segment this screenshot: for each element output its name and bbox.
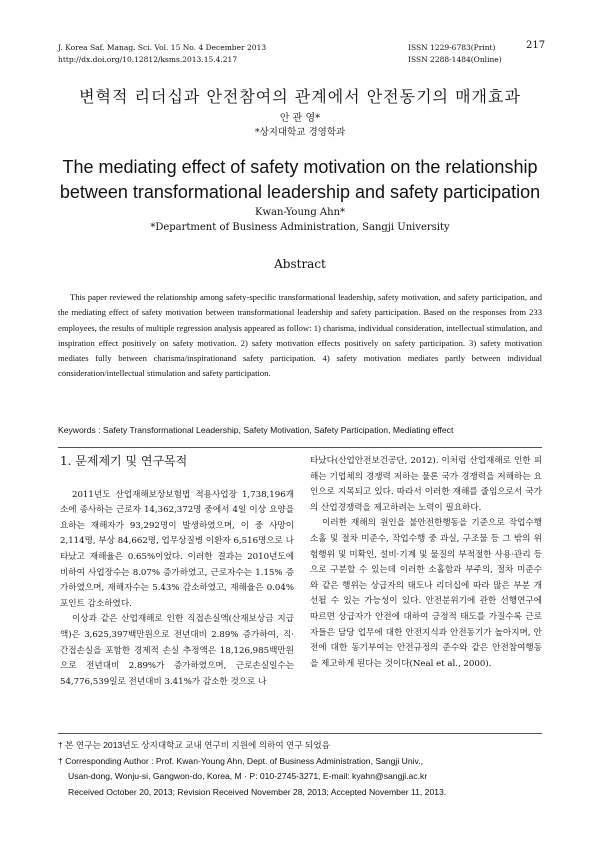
body-paragraph: 타났다(산업안전보건공단, 2012). 이처럼 산업재해로 인한 피해는 기업체의 경쟁력 저하는 물론 국가 경쟁력을 저해하는 요인으로 지목되고 있다. 따라서 이러한 재해를 줄임으로서 국가의 산업경쟁력을 제고하려는 노력이 필요하다.	[310, 456, 542, 513]
keywords: Keywords : Safety Transformational Leadership, Safety Motivation, Safety Participation, Mediating effect	[58, 425, 454, 435]
english-title	[40, 155, 560, 205]
issn-print: ISSN 1229-6783(Print)	[408, 43, 496, 52]
english-title-line2: between transformational leadership and safety participation	[59, 182, 541, 202]
korean-affiliation: *상지대학교 경영학과	[254, 127, 346, 138]
journal-citation: J. Korea Saf. Manag. Sci. Vol. 15 No. 4 December 2013	[58, 43, 267, 52]
abstract-paragraph: This paper reviewed the relationship among safety-specific transformational leadership, safety motivation, and safety participation, and the mediating effect of safety motivation between transformational leadership and safety participation. Based on the responses from 233 employees, the results of multiple regression analysis appeared as follow: 1) charisma, individual consideration, intellectual stimulation, and inspiration effect positively on safety motivation. 2) safety motivation effects positively on safety participation. 3) safety motivation mediates fully between charisma/inspirationand safety participation. 4) safety motivation mediates partly between individual consideration/intellectual stimulation and safety participation.	[58, 292, 542, 379]
abstract-text	[58, 290, 542, 382]
korean-title: 변혁적 리더십과 안전참여의 관계에서 안전동기의 매개효과	[79, 87, 521, 106]
body-paragraph: 2011년도 산업재해보상보험법 적용사업장 1,738,196개소에 종사하는 근로자 14,362,372명 중에서 4일 이상 요양을 요하는 재해자가 93,292명이 발생하였으며, 이 중 사망이 2,114명, 부상 84,662명, 업무상질병 이환자 6,516명으로 나타났고 재해율은 0.65%이었다. 이러한 결과는 2010년도에 비하여 사업장수는 8.07% 증가하였고, 근로자수는 1.15% 증가하였으며, 재해자수는 5.43% 감소하였고, 재해율은 0.04% 포인트 감소하였다.	[60, 489, 294, 609]
english-author: Kwan-Young Ahn*	[254, 207, 346, 218]
received-dates-note: Received October 20, 2013; Revision Received November 28, 2013; Accepted November 11, 2013.	[68, 786, 447, 797]
footnotes	[58, 738, 558, 800]
page-number: 217	[526, 40, 546, 51]
funding-note: † 본 연구는 2013년도 상지대학교 교내 연구비 지원에 의하여 연구 되었음	[58, 740, 330, 750]
body-column-right	[310, 454, 542, 672]
running-header-right	[408, 42, 502, 66]
contact-note: Usan-dong, Wonju-si, Gangwon-do, Korea, M · P: 010-2745-3271, E-mail: kyahn@sangji.ac.kr	[68, 771, 428, 781]
running-header-left	[58, 42, 266, 66]
divider-top	[58, 447, 542, 448]
doi-link[interactable]: http://dx.doi.org/10.12812/ksms.2013.15.4.217	[58, 55, 238, 64]
corresponding-author-note: † Corresponding Author : Prof. Kwan-Young Ahn, Dept. of Business Administration, Sangji Univ.,	[58, 755, 423, 766]
issn-online: ISSN 2288-1484(Online)	[408, 55, 502, 64]
korean-author: 안 관 영*	[279, 113, 321, 124]
abstract-heading: Abstract	[274, 257, 326, 271]
body-column-left	[60, 454, 294, 690]
english-affiliation: *Department of Business Administration, Sangji University	[150, 222, 450, 233]
divider-footnotes	[58, 733, 542, 734]
body-paragraph: 이러한 재해의 원인을 불안전한행동을 기준으로 작업수행소홀 및 절차 미준수, 작업수행 중 과실, 구조물 등 그 밖의 위험행위 및 미확인, 설비·기계 및 물질의 부적절한 사용·관리 등으로 구분할 수 있는데 이러한 소홀함과 부주의, 절차 미준수와 같은 행위는 상급자의 태도나 리더십에 따라 많은 부분 개선될 수 있는 가능성이 있다. 안전분위기에 관한 선행연구에 따르면 상급자가 안전에 대하여 긍정적 태도를 가질수록 근로자들은 담당 업무에 대한 안전지식과 안전동기가 높아지며, 안전에 대한 동기부여는 안전규정의 준수와 같은 안전참여행동을 제고하게 된다는 것이다(Neal et al., 2000).	[310, 518, 542, 669]
english-title-line1: The mediating effect of safety motivation on the relationship	[62, 157, 538, 177]
section-heading: 1. 문제제기 및 연구목적	[60, 454, 188, 468]
body-paragraph: 이상과 같은 산업재해로 인한 직접손실액(산재보상금 지급액)은 3,625,397백만원으로 전년대비 2.89% 증가하여, 직·간접손실을 포함한 경제적 손실 추정액은 18,126,985백만원으로 전년대비 2.89%가 증가하였으며, 근로손실일수는 54,776,539일로 전년대비 3.41%가 감소한 것으로 나	[60, 614, 294, 687]
